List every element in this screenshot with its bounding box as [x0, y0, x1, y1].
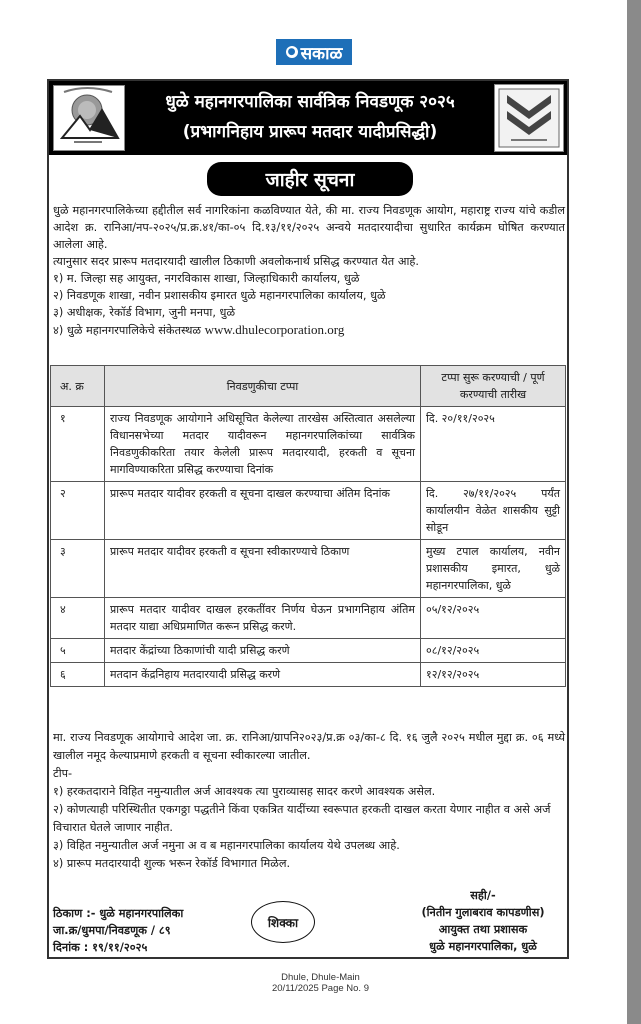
signed-mark: सही/-: [470, 889, 496, 902]
notice-heading: जाहीर सूचना: [207, 162, 413, 196]
row-serial: १: [51, 407, 105, 482]
notes-section: [53, 729, 565, 873]
dhule-corporation-emblem-icon: [53, 85, 125, 151]
row-serial: २: [51, 482, 105, 540]
page-edge-strip: [627, 0, 641, 1024]
row-stage: मतदार केंद्रांच्या ठिकाणांची यादी प्रसिद्ध करणे: [105, 639, 421, 663]
public-notice: [47, 79, 569, 959]
location-item: ३) अधीक्षक, रेकॉर्ड विभाग, जुनी मनपा, धुळे: [53, 306, 236, 319]
header-serial: अ. क्र: [51, 366, 105, 407]
row-serial: ६: [51, 663, 105, 687]
notes-title: टीप-: [53, 767, 73, 780]
note-item: १) हरकतदाराने विहित नमुन्यातील अर्ज आवश्यक त्या पुराव्यासह सादर करणे आवश्यक असेल.: [53, 785, 436, 798]
note-item: ३) विहित नमुन्यातील अर्ज नमुना अ व ब महानगरपालिका कार्यालय येथे उपलब्ध आहे.: [53, 839, 400, 852]
table-row: [51, 663, 566, 687]
row-serial: ५: [51, 639, 105, 663]
row-serial: ३: [51, 540, 105, 598]
signatory-office: धुळे महानगरपालिका, धुळे: [429, 940, 537, 953]
notice-title: धुळे महानगरपालिका सार्वत्रिक निवडणूक २०२५: [165, 92, 455, 112]
newspaper-name: सकाळ: [300, 43, 343, 64]
issue-place: ठिकाण :- धुळे महानगरपालिका: [53, 907, 184, 920]
website-link[interactable]: www.dhulecorporation.org: [204, 322, 345, 337]
page-footer: [0, 972, 641, 994]
newspaper-masthead: [276, 39, 352, 65]
row-date: मुख्य टपाल कार्यालय, नवीन प्रशासकीय इमारत, धुळे महानगरपालिका, धुळे: [421, 540, 566, 598]
intro-paragraph: धुळे महानगरपालिकेच्या हद्दीतील सर्व नागरिकांना कळविण्यात येते, की मा. राज्य निवडणूक आयोग, महाराष्ट्र राज्य यांचे कडील आदेश क्र. रानिआ/नप-२०२५/प्र.क्र.४१/का-०५ दि.१३/११/२०२५ अन्वये मतदारयादीचा सुधारित कार्यक्रम घोषित करण्यात आलेला आहे.: [53, 204, 565, 251]
intro-line: त्यानुसार सदर प्रारूप मतदारयादी खालील ठिकाणी अवलोकनार्थ प्रसिद्ध करण्यात येत आहे.: [53, 255, 419, 268]
edition-date-page: 20/11/2025 Page No. 9: [271, 983, 369, 994]
table-row: [51, 540, 566, 598]
row-date: दि. २०/११/२०२५: [421, 407, 566, 482]
election-schedule-table: [50, 365, 566, 687]
row-stage: प्रारूप मतदार यादीवर हरकती व सूचना दाखल करण्याचा अंतिम दिनांक: [105, 482, 421, 540]
row-stage: मतदान केंद्रनिहाय मतदारयादी प्रसिद्ध करणे: [105, 663, 421, 687]
location-item: १) म. जिल्हा सह आयुक्त, नगरविकास शाखा, जिल्हाधिकारी कार्यालय, धुळे: [53, 272, 360, 285]
note-item: ४) प्रारूप मतदारयादी शुल्क भरून रेकॉर्ड विभागात मिळेल.: [53, 857, 291, 870]
location-item-website: [53, 321, 565, 339]
edition-name: Dhule, Dhule-Main: [281, 972, 360, 983]
seal-stamp: [251, 901, 315, 943]
row-date: ०८/१२/२०२५: [421, 639, 566, 663]
notice-banner: [49, 81, 567, 155]
sakal-logo-icon: ●: [286, 46, 298, 58]
seal-label: शिक्का: [267, 915, 299, 930]
issue-ref-number: जा.क्र/धुमपा/निवडणूक / ८९: [53, 924, 171, 937]
order-note: मा. राज्य निवडणूक आयोगाचे आदेश जा. क्र. रानिआ/ग्रापनि२०२३/प्र.क्र ०३/का-८ दि. १६ जुलै २०२५ मधील मुद्दा क्र. ०६ मध्ये खालील नमूद केल्याप्रमाणे हरकती व सूचना स्वीकारल्या जातील.: [53, 731, 565, 762]
issue-date: दिनांक : १९/११/२०२५: [53, 941, 148, 954]
table-header-row: [51, 366, 566, 407]
state-election-commission-logo-icon: [495, 85, 563, 151]
location-item: २) निवडणूक शाखा, नवीन प्रशासकीय इमारत धुळे महानगरपालिका कार्यालय, धुळे: [53, 289, 386, 302]
signatory-name: (नितीन गुलाबराव कापडणीस): [421, 906, 545, 919]
table-row: [51, 482, 566, 540]
location-label: ४) धुळे महानगरपालिकेचे संकेतस्थळ: [53, 324, 202, 337]
table-row: [51, 407, 566, 482]
notice-subtitle: (प्रभागनिहाय प्रारूप मतदार यादीप्रसिद्धी): [182, 122, 438, 142]
row-stage: प्रारूप मतदार यादीवर दाखल हरकतींवर निर्णय घेऊन प्रभागनिहाय अंतिम मतदार याद्या अधिप्रमाणित करून प्रसिद्ध करणे.: [105, 598, 421, 639]
issue-details: [53, 905, 183, 956]
row-date: दि. २७/११/२०२५ पर्यंत कार्यालयीन वेळेत शासकीय सुट्टी सोडून: [421, 482, 566, 540]
header-stage: निवडणुकीचा टप्पा: [105, 366, 421, 407]
note-item: २) कोणत्याही परिस्थितीत एकगठ्ठा पद्धतीने किंवा एकत्रित यादींच्या स्वरूपात हरकती दाखल करता येणार नाहीत व असे अर्ज विचारात घेतले जाणार नाहीत.: [53, 803, 551, 834]
signature-block: [401, 887, 565, 955]
header-date: टप्पा सुरू करण्याची / पूर्ण करण्याची तारीख: [421, 366, 566, 407]
signatory-designation: आयुक्त तथा प्रशासक: [438, 923, 528, 936]
table-row: [51, 598, 566, 639]
row-stage: राज्य निवडणूक आयोगाने अधिसूचित केलेल्या तारखेस अस्तित्वात असलेल्या विधानसभेच्या मतदार यादीवरून महानगरपालिकांच्या सार्वत्रिक निवडणुकीकरिता तयार केलेली प्रारूप मतदारयादी, हरकती व सूचना मागविण्याकरिता प्रसिद्ध करण्याचा दिनांक: [105, 407, 421, 482]
row-date: ०५/१२/२०२५: [421, 598, 566, 639]
intro-section: [53, 202, 565, 339]
row-serial: ४: [51, 598, 105, 639]
row-stage: प्रारूप मतदार यादीवर हरकती व सूचना स्वीकारण्याचे ठिकाण: [105, 540, 421, 598]
row-date: १२/१२/२०२५: [421, 663, 566, 687]
table-row: [51, 639, 566, 663]
